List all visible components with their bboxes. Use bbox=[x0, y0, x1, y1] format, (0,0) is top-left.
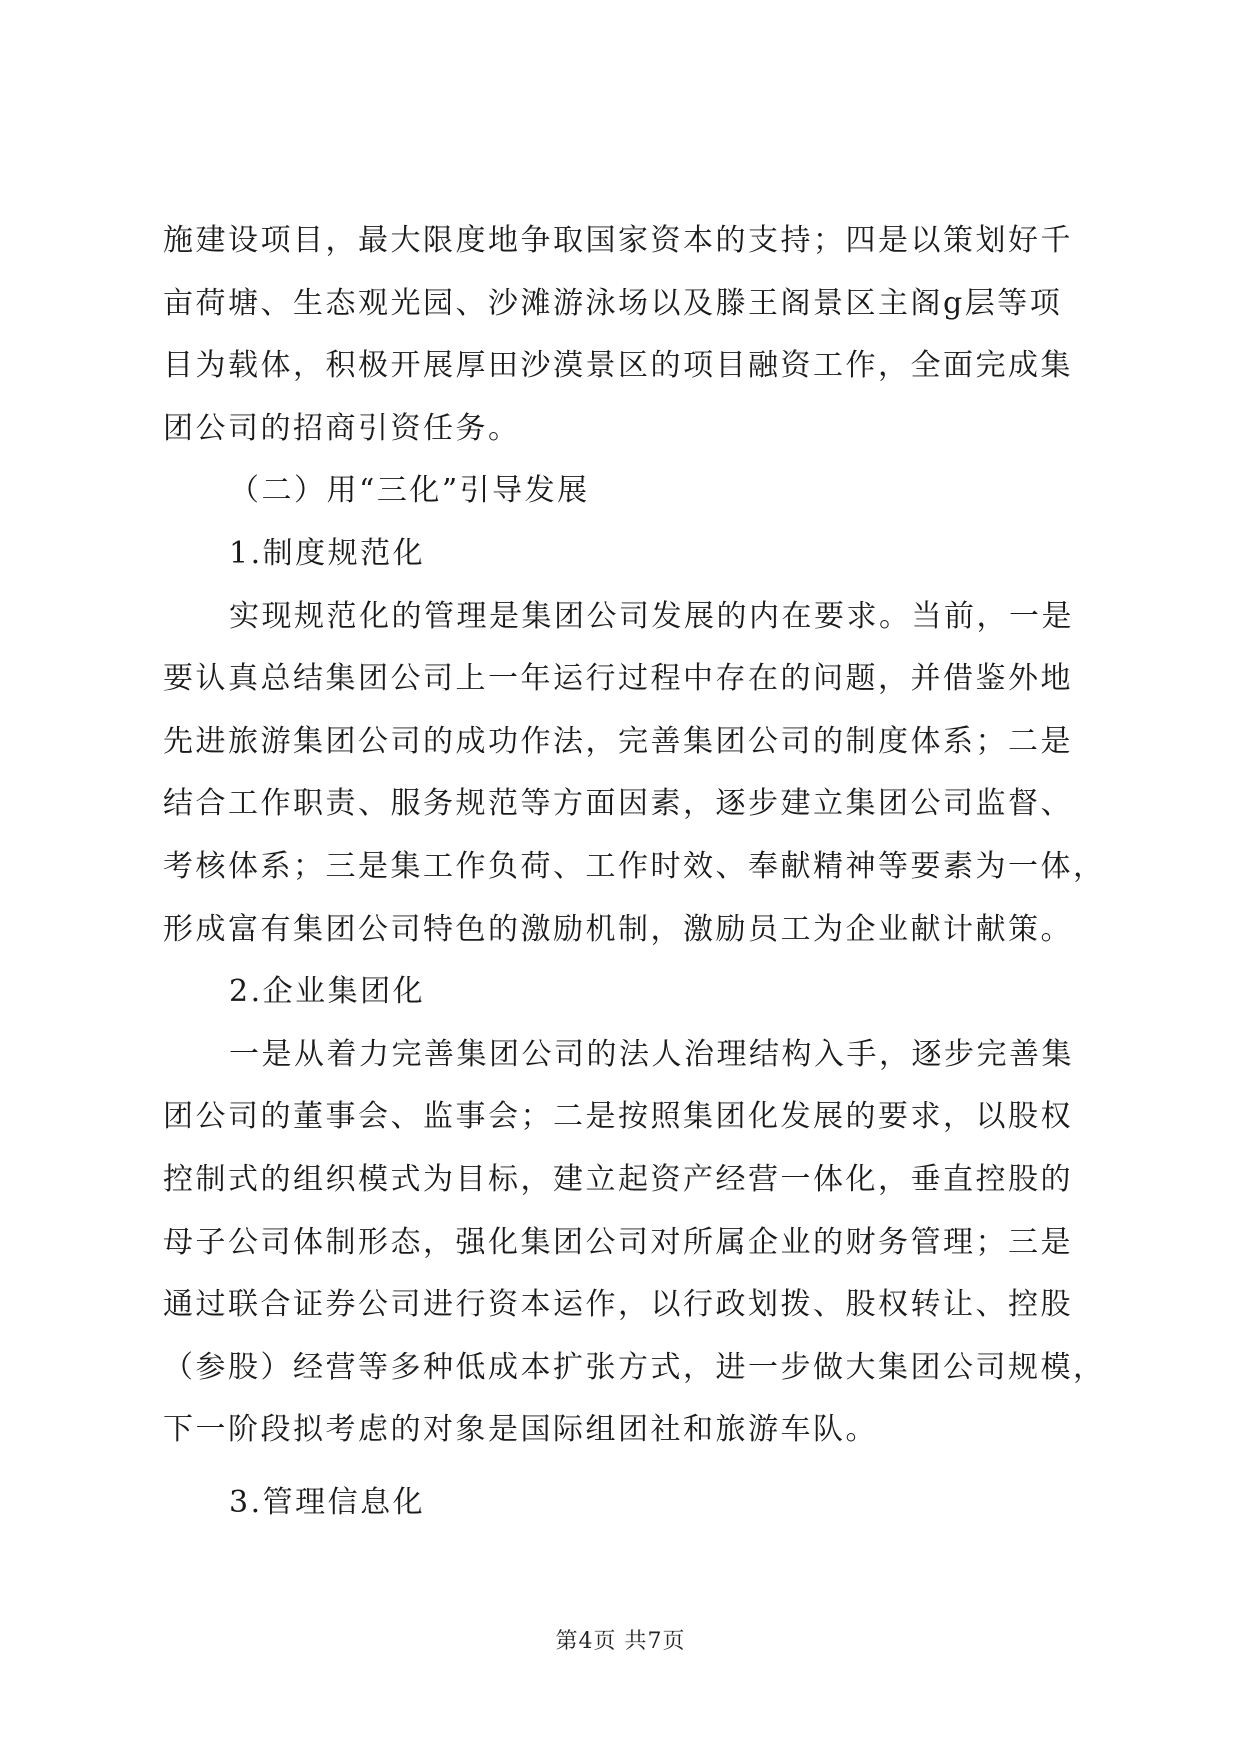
section-heading: （二）用“三化”引导发展 bbox=[229, 473, 590, 509]
text-line: 结合工作职责、服务规范等方面因素，逐步建立集团公司监督、 bbox=[163, 786, 1073, 822]
subsection-heading: 3.管理信息化 bbox=[229, 1484, 426, 1520]
subsection-heading: 1.制度规范化 bbox=[229, 535, 426, 571]
document-body bbox=[163, 223, 1106, 1550]
subsection-heading: 2.企业集团化 bbox=[229, 974, 426, 1010]
text-line: 一是从着力完善集团公司的法人治理结构入手，逐步完善集 bbox=[229, 1036, 1074, 1072]
text-line: 实现规范化的管理是集团公司发展的内在要求。当前，一是 bbox=[229, 598, 1074, 634]
text-line: 通过联合证券公司进行资本运作，以行政划拨、股权转让、控股 bbox=[163, 1287, 1073, 1323]
text-line: 要认真总结集团公司上一年运行过程中存在的问题，并借鉴外地 bbox=[163, 661, 1073, 697]
text-line: 控制式的组织模式为目标，建立起资产经营一体化，垂直控股的 bbox=[163, 1161, 1073, 1197]
text-line: 形成富有集团公司特色的激励机制，激励员工为企业献计献策。 bbox=[163, 911, 1073, 947]
text-line: 母子公司体制形态，强化集团公司对所属企业的财务管理；三是 bbox=[163, 1224, 1073, 1260]
text-line: （参股）经营等多种低成本扩张方式，进一步做大集团公司规模， bbox=[163, 1349, 1106, 1385]
text-line: 目为载体，积极开展厚田沙漠景区的项目融资工作，全面完成集 bbox=[163, 348, 1073, 384]
text-line: 团公司的董事会、监事会；二是按照集团化发展的要求，以股权 bbox=[163, 1099, 1073, 1135]
text-line: 下一阶段拟考虑的对象是国际组团社和旅游车队。 bbox=[163, 1412, 878, 1448]
text-line: 团公司的招商引资任务。 bbox=[163, 410, 521, 446]
text-line: 考核体系；三是集工作负荷、工作时效、奉献精神等要素为一体， bbox=[163, 848, 1106, 884]
text-line: 亩荷塘、生态观光园、沙滩游泳场以及滕王阁景区主阁g层等项 bbox=[163, 285, 1063, 321]
text-line: 先进旅游集团公司的成功作法，完善集团公司的制度体系；二是 bbox=[163, 723, 1073, 759]
text-line: 施建设项目，最大限度地争取国家资本的支持；四是以策划好千 bbox=[163, 223, 1073, 258]
page-footer: 第4页 共7页 bbox=[555, 1629, 686, 1654]
